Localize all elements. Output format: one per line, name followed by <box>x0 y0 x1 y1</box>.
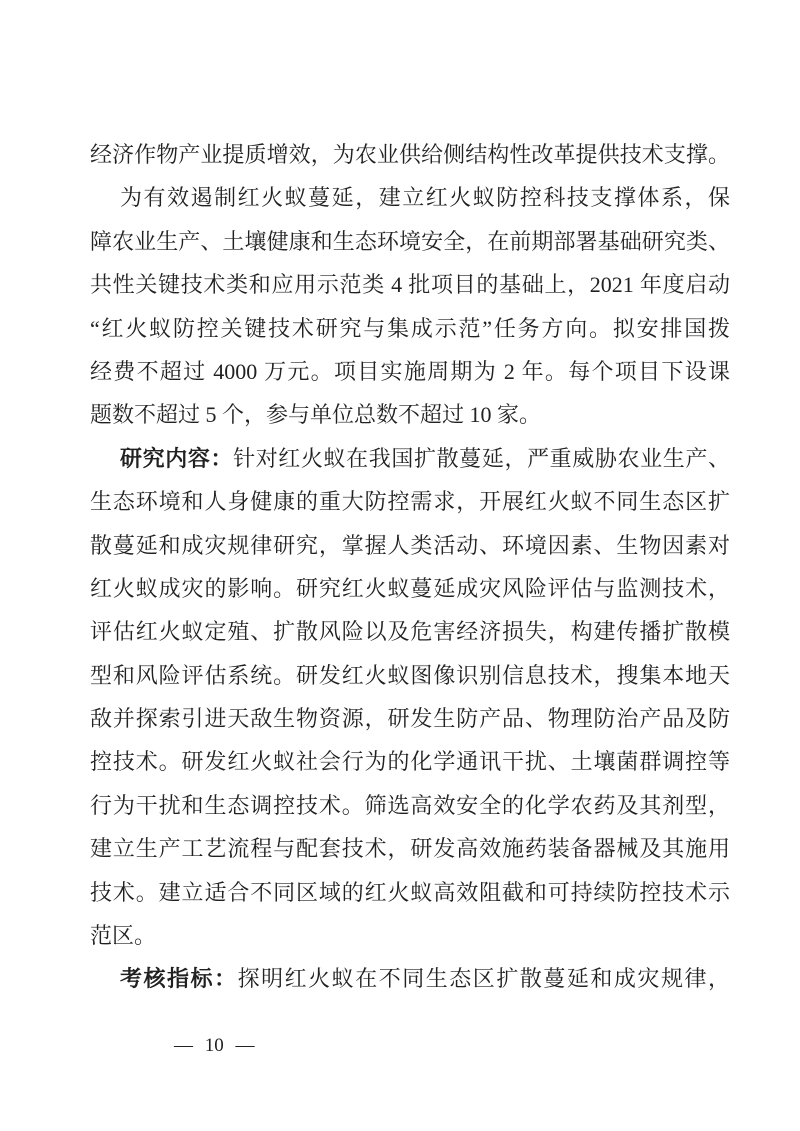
body-text: 生态环境和人身健康的重大防控需求，开展红火蚁不同生态区扩 <box>90 489 730 515</box>
body-text: 红火蚁成灾的影响。研究红火蚁蔓延成灾风险评估与监测技术， <box>90 575 730 601</box>
text-line <box>90 307 730 350</box>
text-line <box>90 524 730 567</box>
text-line <box>90 697 730 740</box>
body-text: 控技术。研发红火蚁社会行为的化学通讯干扰、土壤菌群调控等 <box>90 749 730 775</box>
text-line <box>90 567 730 610</box>
text-line <box>90 914 730 957</box>
section-label: 研究内容： <box>120 445 234 471</box>
body-text: 障农业生产、土壤健康和生态环境安全，在前期部署基础研究类、 <box>90 228 730 254</box>
text-line <box>90 610 730 653</box>
text-line <box>90 480 730 523</box>
body-text: 针对红火蚁在我国扩散蔓延，严重威胁农业生产、 <box>233 445 730 471</box>
body-text: 敌并探索引进天敌生物资源，研发生防产品、物理防治产品及防 <box>90 706 730 732</box>
body-text: 评估红火蚁定殖、扩散风险以及危害经济损失，构建传播扩散模 <box>90 619 730 645</box>
body-text: 题数不超过 5 个，参与单位总数不超过 10 家。 <box>90 402 542 428</box>
body-text: “红火蚁防控关键技术研究与集成示范”任务方向。拟安排国拨 <box>90 315 730 341</box>
text-line <box>90 784 730 827</box>
body-text: 型和风险评估系统。研发红火蚁图像识别信息技术，搜集本地天 <box>90 662 730 688</box>
body-text: 为有效遏制红火蚁蔓延，建立红火蚁防控科技支撑体系，保 <box>120 185 730 211</box>
page-number: — 10 — <box>174 1035 255 1056</box>
text-line <box>90 437 730 480</box>
text-line <box>90 133 730 176</box>
text-line <box>90 871 730 914</box>
body-text: 范区。 <box>90 923 157 949</box>
text-line <box>90 350 730 393</box>
page-footer <box>127 1010 255 1082</box>
text-line <box>90 654 730 697</box>
body-text: 技术。建立适合不同区域的红火蚁高效阻截和可持续防控技术示 <box>90 879 730 905</box>
text-line <box>90 740 730 783</box>
text-line <box>90 263 730 306</box>
body-text: 经济作物产业提质增效，为农业供给侧结构性改革提供技术支撑。 <box>90 142 730 167</box>
body-text: 建立生产工艺流程与配套技术，研发高效施药装备器械及其施用 <box>90 836 730 862</box>
text-line <box>90 827 730 870</box>
document-body <box>90 133 730 1001</box>
section-label: 考核指标： <box>120 966 238 992</box>
body-text: 行为干扰和生态调控技术。筛选高效安全的化学农药及其剂型， <box>90 792 730 818</box>
text-line <box>90 176 730 219</box>
body-text: 共性关键技术类和应用示范类 4 批项目的基础上，2021 年度启动 <box>90 272 730 298</box>
text-line <box>90 393 730 436</box>
text-line <box>90 957 730 1000</box>
body-text: 散蔓延和成灾规律研究，掌握人类活动、环境因素、生物因素对 <box>90 532 730 558</box>
body-text: 经费不超过 4000 万元。项目实施周期为 2 年。每个项目下设课 <box>90 358 730 384</box>
text-line <box>90 220 730 263</box>
body-text: 探明红火蚁在不同生态区扩散蔓延和成灾规律， <box>237 966 730 992</box>
